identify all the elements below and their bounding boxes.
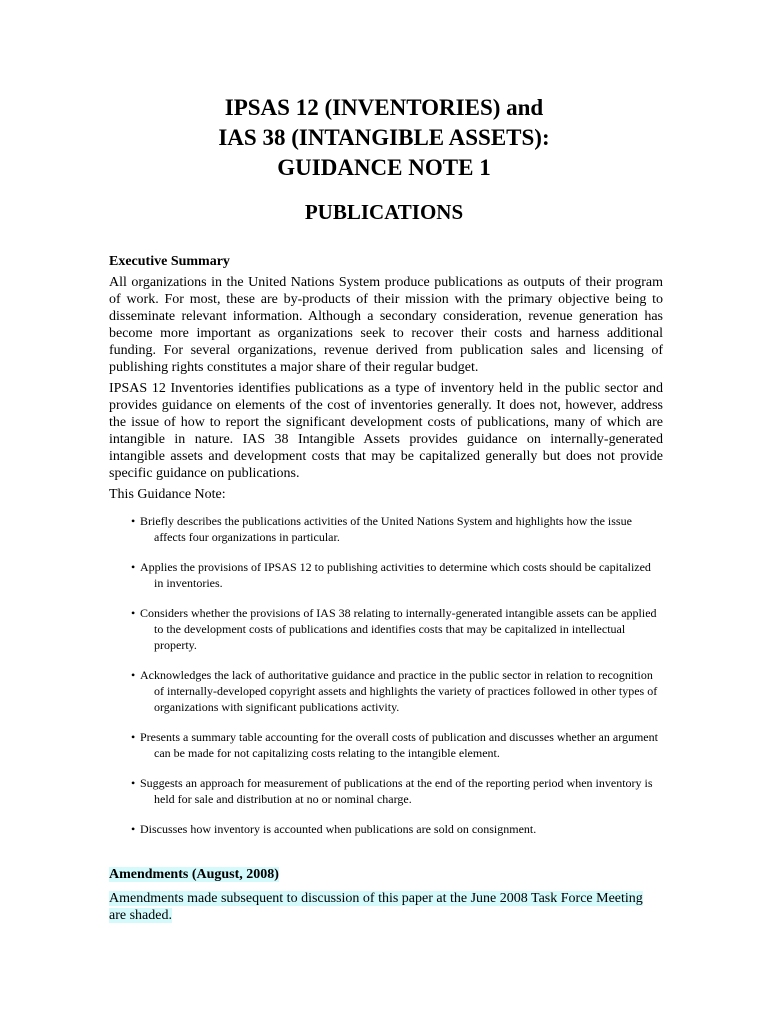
bullet-text: Applies the provisions of IPSAS 12 to publishing activities to determine which costs should be capitalized in inventories. bbox=[140, 560, 651, 590]
amendments-heading-text: Amendments (August, 2008) bbox=[109, 867, 279, 882]
bullet-icon: • bbox=[131, 606, 136, 620]
title-line-1: IPSAS 12 (INVENTORIES) and bbox=[224, 95, 544, 120]
summary-paragraph-2: IPSAS 12 Inventories identifies publications as a type of inventory held in the public sector and provides guidance on elements of the cost of inventories generally. It does not, however, address the issue of how to report the significant development costs of publications, many of which are intangible in nature. IAS 38 Intangible Assets provides guidance on internally-generated intangible assets and development costs that may be capitalized generally but does not provide specific guidance on publications. bbox=[109, 381, 663, 481]
executive-summary-heading: Executive Summary bbox=[109, 254, 230, 269]
bullet-icon: • bbox=[131, 776, 136, 790]
bullet-text: Suggests an approach for measurement of publications at the end of the reporting period when inventory is held for sale and distribution at no or nominal charge. bbox=[140, 776, 653, 806]
bullet-text: Acknowledges the lack of authoritative guidance and practice in the public sector in relation to recognition of internally-developed copyright assets and highlights the variety of practices followed in other types of organizations with significant publications activity. bbox=[140, 668, 658, 714]
executive-summary-section bbox=[109, 253, 663, 837]
bullet-icon: • bbox=[131, 730, 136, 744]
list-item bbox=[109, 821, 663, 837]
list-item bbox=[109, 559, 663, 591]
title-line-3: GUIDANCE NOTE 1 bbox=[277, 155, 491, 180]
guidance-bullet-list bbox=[109, 513, 663, 837]
document-title bbox=[0, 93, 768, 183]
list-item bbox=[109, 667, 663, 715]
summary-paragraph-1: All organizations in the United Nations System produce publications as outputs of their program of work. For most, these are by-products of their mission with the primary objective being to disseminate relevant information. Although a secondary consideration, revenue generation has become more important as organizations seek to recover their costs and harness additional funding. For several organizations, revenue derived from publication sales and licensing of publishing rights constitutes a major share of their regular budget. bbox=[109, 275, 663, 375]
guidance-note-intro: This Guidance Note: bbox=[109, 487, 226, 502]
list-item bbox=[109, 513, 663, 545]
document-subtitle: PUBLICATIONS bbox=[304, 200, 464, 224]
bullet-icon: • bbox=[131, 822, 136, 836]
amendments-heading bbox=[109, 866, 663, 884]
bullet-text: Briefly describes the publications activities of the United Nations System and highlights how the issue affects four organizations in particular. bbox=[140, 514, 632, 544]
title-line-2: IAS 38 (INTANGIBLE ASSETS): bbox=[218, 125, 550, 150]
bullet-text: Discusses how inventory is accounted when publications are sold on consignment. bbox=[140, 822, 537, 836]
list-item bbox=[109, 775, 663, 807]
list-item bbox=[109, 605, 663, 653]
bullet-icon: • bbox=[131, 560, 136, 574]
bullet-icon: • bbox=[131, 514, 136, 528]
bullet-text: Presents a summary table accounting for the overall costs of publication and discusses whether an argument can be made for not capitalizing costs relating to the intangible element. bbox=[140, 730, 658, 760]
bullet-icon: • bbox=[131, 668, 136, 682]
amendments-note bbox=[109, 890, 663, 924]
list-item bbox=[109, 729, 663, 761]
amendments-section bbox=[109, 866, 663, 924]
amendments-note-text: Amendments made subsequent to discussion of this paper at the June 2008 Task Force Meeting are shaded. bbox=[109, 891, 643, 923]
bullet-text: Considers whether the provisions of IAS 38 relating to internally-generated intangible assets can be applied to the development costs of publications and identifies costs that may be capitalized in intellectual property. bbox=[140, 606, 657, 652]
